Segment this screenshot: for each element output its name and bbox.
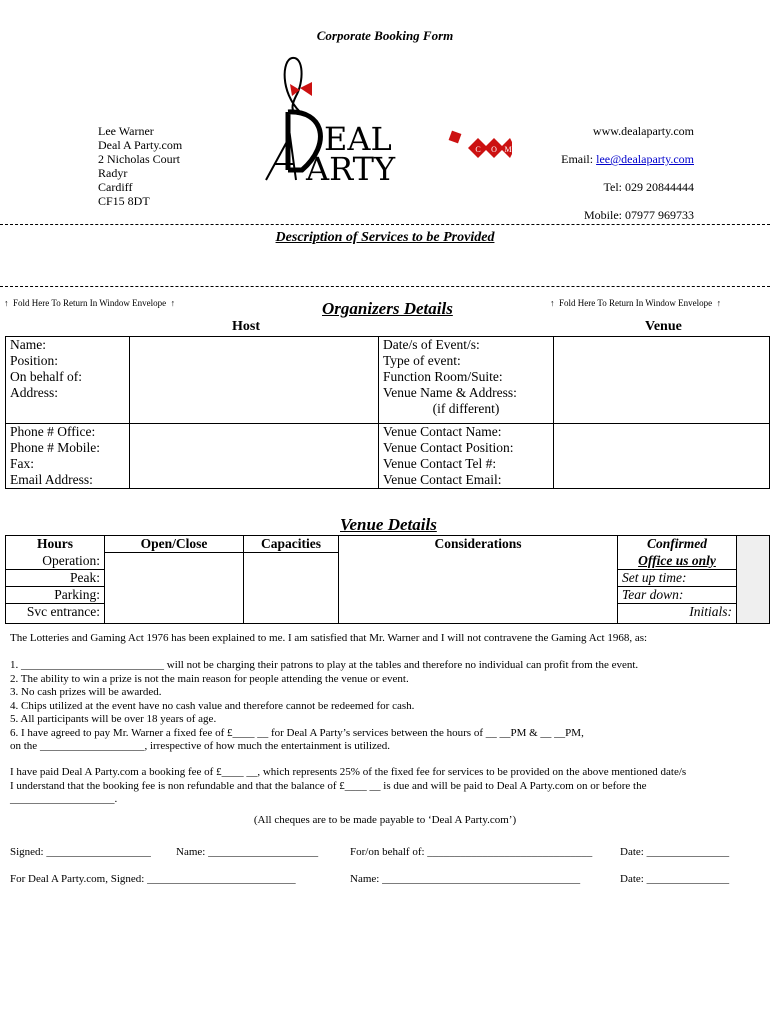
description-heading: Description of Services to be Provided [275,230,495,245]
field-label: Email Address: [10,472,93,487]
hours-row-label: Parking: [6,586,105,603]
hours-row-label: Operation: [6,553,105,570]
page-title: Corporate Booking Form [316,28,454,43]
hours-row-label: Peak: [6,569,105,586]
venue-details-heading: Venue Details [340,515,437,534]
host-contact-input-cell[interactable] [130,424,379,489]
deal-a-party-logo [262,52,512,192]
name-field[interactable]: Name: ____________________ [176,846,319,858]
venue-heading: Venue [645,319,682,334]
email-line [561,152,694,167]
website-link[interactable]: www.dealaparty.com [592,124,694,138]
field-label: Fax: [10,456,35,471]
field-label: Phone # Mobile: [10,440,100,455]
confirmed-header: Confirmed [618,536,737,553]
fold-note-text: Fold Here To Return In Window Envelope [13,298,167,308]
list-item: 2. The ability to win a prize is not the main reason for people attending the venue or event. [10,672,409,685]
date-field[interactable]: Date: _______________ [620,846,730,858]
organizers-heading: Organizers Details [322,299,453,318]
signed-field[interactable]: Signed: ___________________ [10,846,151,858]
fold-note-left [4,298,175,308]
host-contact-labels [6,424,130,489]
address-line: Radyr [98,166,128,180]
list-item: 1. __________________________ will not be charging their patrons to play at the tables and therefore no individual can profit from the event. [10,659,639,671]
host-heading: Host [232,319,260,334]
field-label: Venue Contact Position: [383,440,514,455]
venue-details-table [5,535,770,624]
arrow-up-icon: ↑ [4,298,9,308]
arrow-up-icon: ↑ [716,298,722,308]
contact-block [494,124,694,224]
field-label: Function Room/Suite: [383,369,503,384]
arrow-up-icon: ↑ [550,298,555,308]
arrow-up-icon: ↑ [170,298,176,308]
address-line: Lee Warner [98,124,154,138]
capacities-cell[interactable] [244,553,339,624]
considerations-cell[interactable] [339,536,618,624]
svg-text:M: M [504,145,512,154]
venue-contact-input-cell[interactable] [554,424,770,489]
svg-text:O: O [491,145,497,154]
field-label: Type of event: [383,353,461,368]
venue-contact-labels [379,424,554,489]
field-label: Venue Name & Address: [383,385,517,400]
deal-a-party-signed-field[interactable]: For Deal A Party.com, Signed: ___________________________ [10,873,296,885]
fold-note-right [550,298,721,308]
deal-a-party-name-field[interactable]: Name: ____________________________________ [350,873,581,885]
deal-a-party-date-field[interactable]: Date: _______________ [620,873,730,885]
tear-down-field[interactable]: Tear down: [618,586,737,603]
email-link[interactable]: lee@dealaparty.com [596,152,694,166]
organizers-table [5,336,770,489]
on-behalf-of-field[interactable]: For/on behalf of: ______________________________ [350,846,593,858]
considerations-header: Considerations [434,536,522,551]
host-labels [6,337,130,424]
booking-fee-paragraph [10,766,686,807]
venue-input-cell[interactable] [554,337,770,424]
fold-divider [0,286,770,287]
address-line: CF15 8DT [98,194,150,208]
field-label: Phone # Office: [10,424,96,439]
field-label: Venue Contact Name: [383,424,502,439]
fold-divider [0,224,770,225]
open-close-header: Open/Close [105,536,244,553]
host-input-cell[interactable] [130,337,379,424]
address-line: Deal A Party.com [98,138,183,152]
tel-line: Tel: 029 20844444 [603,180,694,194]
address-line: Cardiff [98,180,133,194]
hours-row-label: Svc entrance: [6,603,105,623]
gaming-act-intro: The Lotteries and Gaming Act 1976 has been explained to me. I am satisfied that Mr. Warner and I will not contravene the Gaming Act 1968, as: [10,632,648,644]
svg-text:C: C [475,145,481,154]
field-label: Address: [10,385,58,400]
field-label: (if different) [432,401,500,416]
list-item: 3. No cash prizes will be awarded. [10,686,162,698]
initials-field[interactable]: Initials: [618,603,737,623]
list-item: on the ___________________, irrespective of how much the entertainment is utilized. [10,740,391,752]
paragraph-line: I understand that the booking fee is non refundable and that the balance of £____ __ is due and will be paid to Deal A Party.com on or before the [10,779,647,792]
address-line: 2 Nicholas Court [98,152,180,166]
cheques-note: (All cheques are to be made payable to ‘Deal A Party.com’) [253,814,517,826]
open-close-cell[interactable] [105,553,244,624]
field-label: Venue Contact Email: [383,472,502,487]
field-label: Date/s of Event/s: [383,337,480,352]
field-label: On behalf of: [10,369,82,384]
setup-time-field[interactable]: Set up time: [618,569,737,586]
list-item: 6. I have agreed to pay Mr. Warner a fixed fee of £____ __ for Deal A Party’s services between the hours of __ __PM & __ __PM, [10,726,584,739]
office-only-strip [737,536,770,624]
field-label: Venue Contact Tel #: [383,456,497,471]
capacities-header: Capacities [244,536,339,553]
svg-text:ARTY: ARTY [306,150,396,188]
list-item: 4. Chips utilized at the event have no cash value and therefore cannot be redeemed for cash. [10,699,415,712]
paragraph-line: I have paid Deal A Party.com a booking fee of £____ __, which represents 25% of the fixed fee for services to be provided on the above mentioned date/s [10,766,687,778]
paragraph-line: ___________________. [10,793,118,805]
field-label: Name: [10,337,46,352]
venue-labels [379,337,554,424]
hours-header: Hours [6,536,105,553]
list-item: 5. All participants will be over 18 years of age. [10,713,217,725]
field-label: Position: [10,353,59,368]
mobile-line: Mobile: 07977 969733 [584,208,694,222]
svg-text:EAL: EAL [324,120,392,158]
email-label: Email: [561,152,597,166]
address-block [98,124,182,208]
office-only-label: Office us only [618,553,737,570]
conditions-list [10,659,638,754]
fold-note-text: Fold Here To Return In Window Envelope [559,298,713,308]
